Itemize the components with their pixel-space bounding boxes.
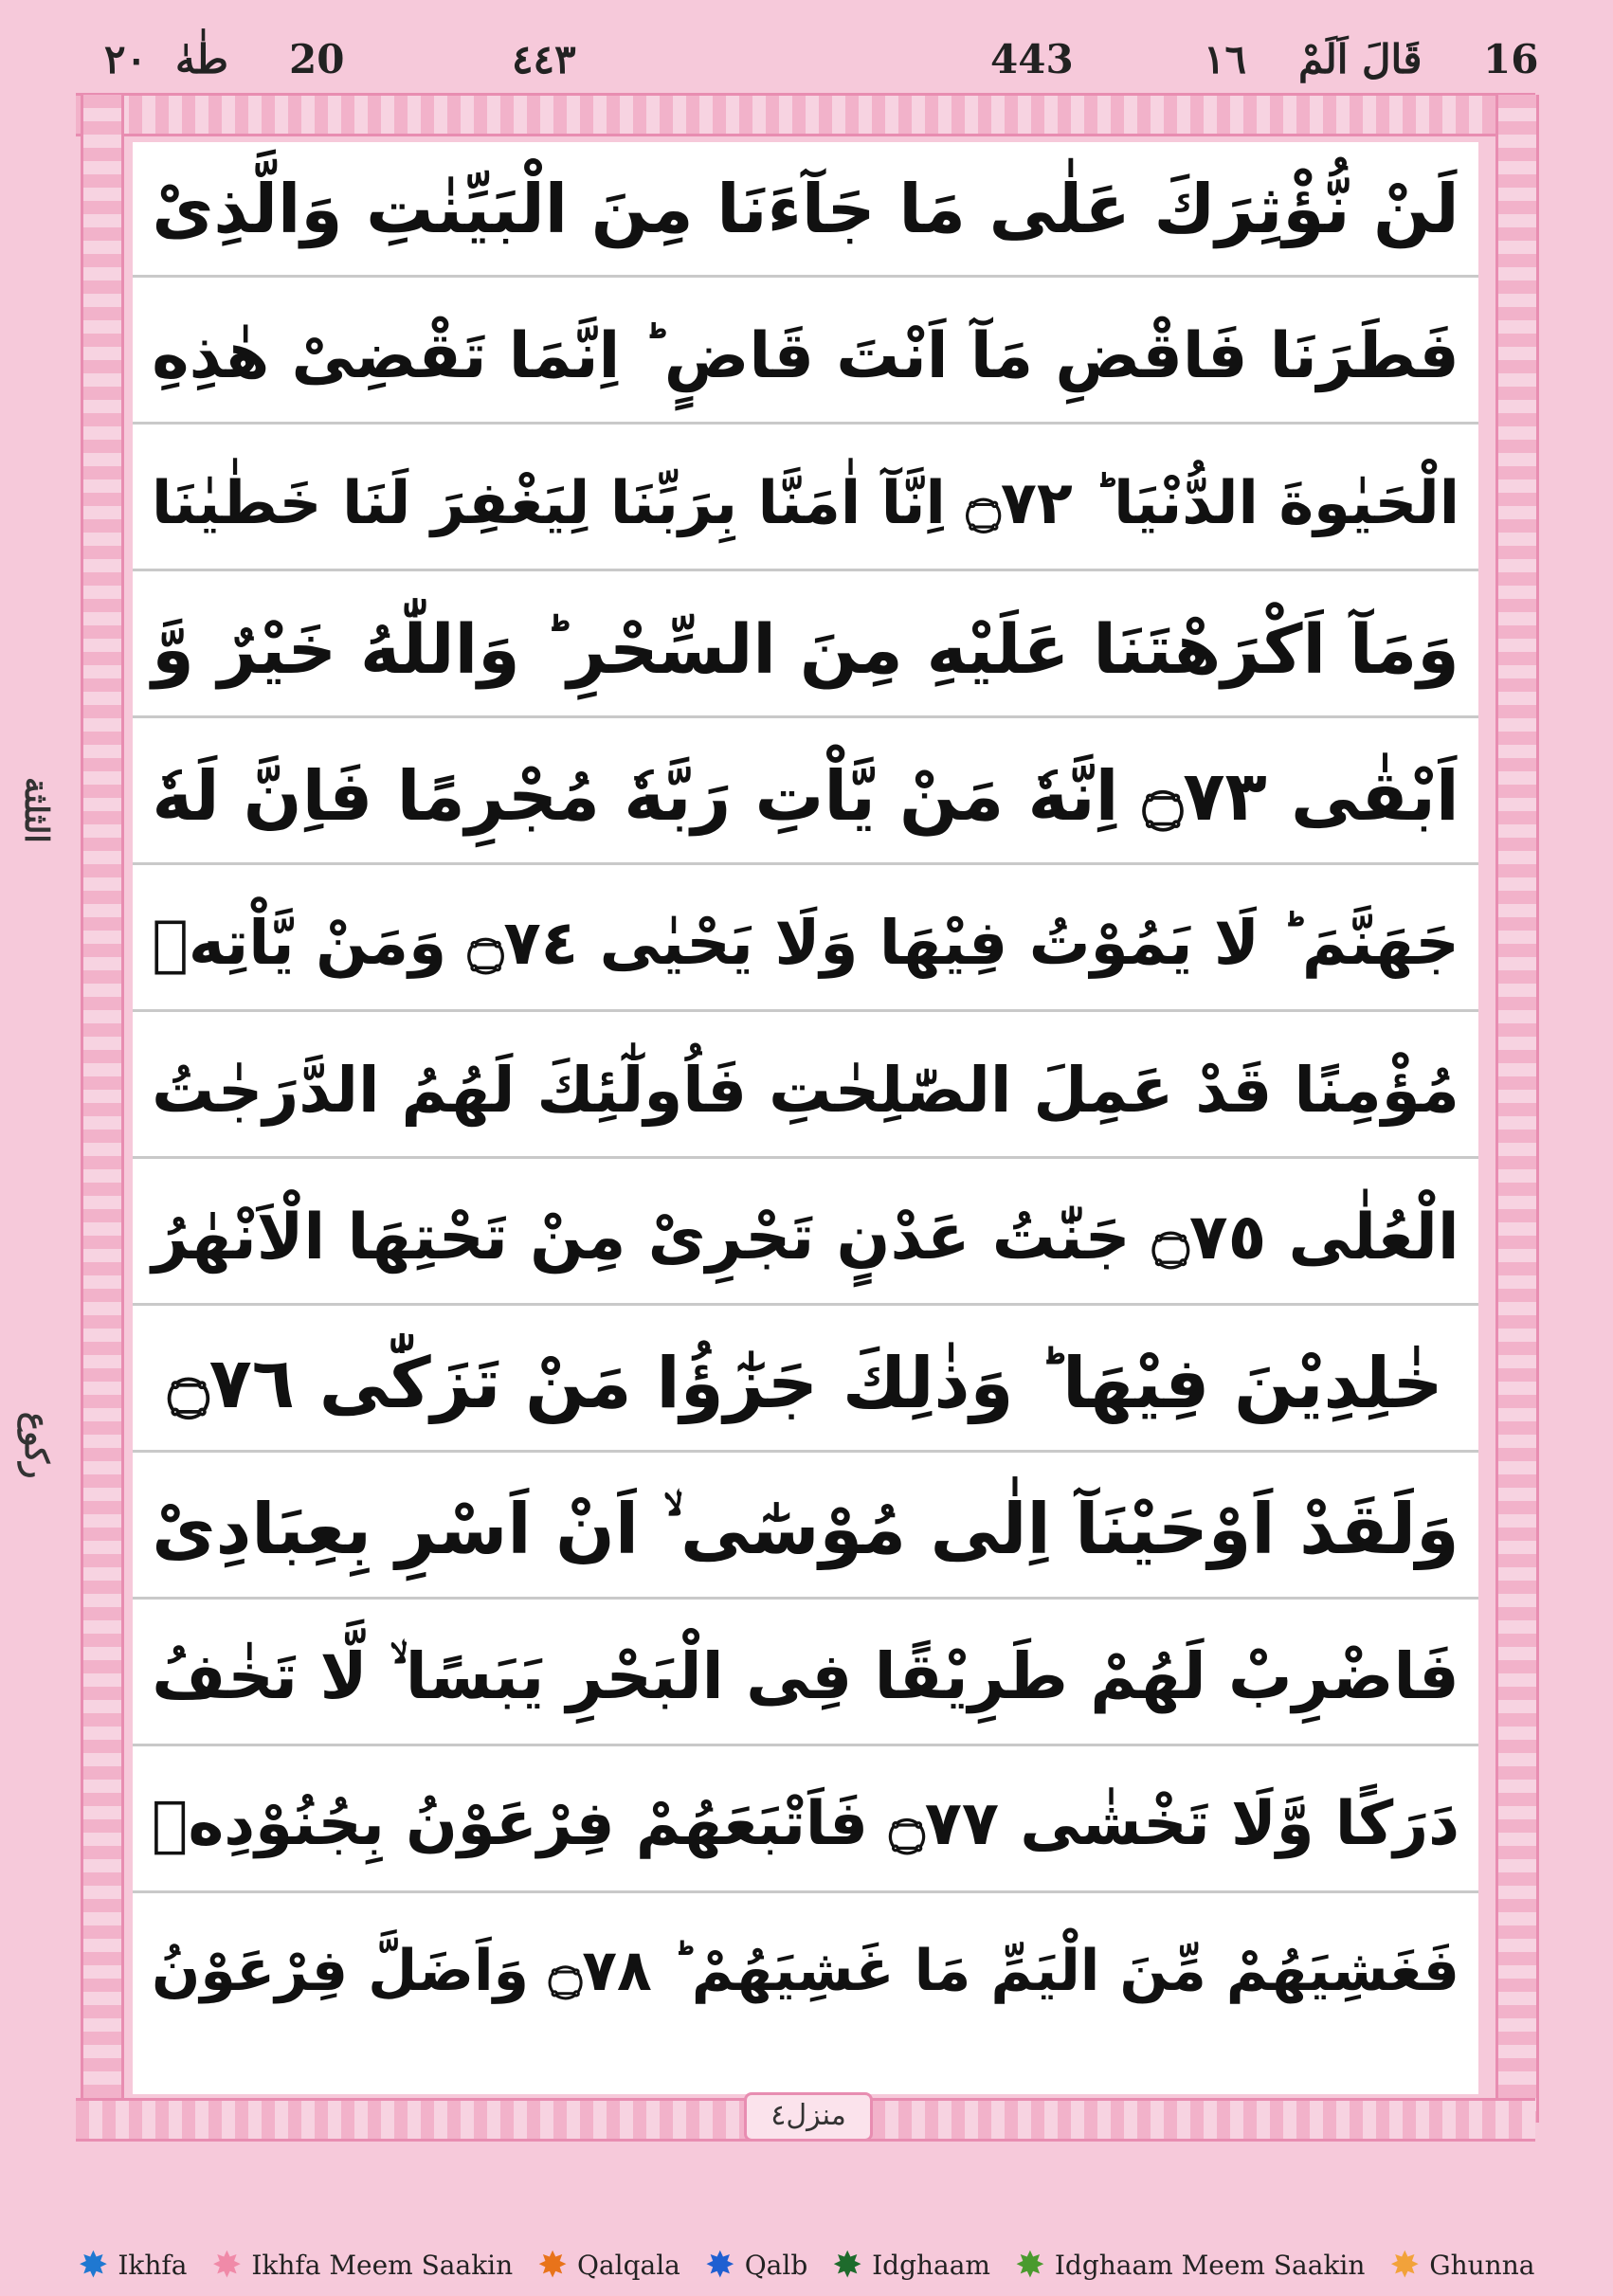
verse-line [133, 877, 1478, 1012]
legend-label: Idghaam [872, 2249, 990, 2281]
line-text: دَرَكًا وَّلَا تَخْشٰى ۝٧٧ فَاَتْبَعَهُمْ فِرْعَوْنُ بِجُنُوْدِهٖ [151, 1789, 1460, 1859]
line-text: لَنْ نُّؤْثِرَكَ عَلٰى مَا جَآءَنَا مِنَ الْبَيِّنٰتِ وَالَّذِىْ [152, 169, 1459, 248]
verse-line [133, 436, 1478, 571]
manzil-label: منزل٤ [744, 2092, 873, 2142]
line-text: مُؤْمِنًا قَدْ عَمِلَ الصّٰلِحٰتِ فَاُولٰٓئِكَ لَهُمُ الدَّرَجٰتُ [152, 1053, 1459, 1127]
verse-line [133, 1464, 1478, 1600]
para-number: 16 [1483, 36, 1539, 82]
verse-line [133, 583, 1478, 718]
verse-line [133, 289, 1478, 425]
verse-line [133, 1317, 1478, 1453]
juz-label-arabic: ٢٠ [104, 36, 148, 82]
verse-line [133, 142, 1478, 278]
star-icon: ✸ [537, 2244, 568, 2286]
para-name: قَالَ اَلَمْ [1298, 36, 1423, 82]
ornament-top-border [76, 93, 1535, 136]
quran-text-area [133, 142, 1478, 2094]
surah-name: طٰهٰ [175, 36, 228, 82]
para-number-arabic: ١٦ [1204, 36, 1247, 82]
line-text: اَبْقٰى ۝٧٣ اِنَّهٗ مَنْ يَّاْتِ رَبَّهٗ مُجْرِمًا فَاِنَّ لَهٗ [152, 756, 1459, 837]
surah-number: 20 [289, 36, 345, 82]
legend-item-ghunna [1389, 2244, 1535, 2286]
star-icon: ✸ [1389, 2244, 1421, 2286]
star-icon: ✸ [78, 2244, 109, 2286]
verse-line [133, 1023, 1478, 1159]
page-number: 443 [990, 36, 1074, 82]
line-text: وَلَقَدْ اَوْحَيْنَآ اِلٰى مُوْسٰٓى ۙ اَنْ اَسْرِ بِعِبَادِىْ [152, 1490, 1459, 1570]
side-label-thulth: الثلثة [17, 777, 55, 843]
line-text: فَطَرَنَا فَاقْضِ مَآ اَنْتَ قَاضٍ ؕ اِنَّمَا تَقْضِىْ هٰذِهِ [152, 318, 1459, 392]
line-text: جَهَنَّمَ ؕ لَا يَمُوْتُ فِيْهَا وَلَا يَحْيٰى ۝٧٤ وَمَنْ يَّاْتِهٖ [152, 907, 1459, 979]
page-number-arabic: ٤٤٣ [512, 36, 576, 82]
line-text: فَاضْرِبْ لَهُمْ طَرِيْقًا فِى الْبَحْرِ يَبَسًا ۙ لَّا تَخٰفُ [152, 1639, 1459, 1713]
legend-item-qalqala [537, 2244, 680, 2286]
legend-label: Ikhfa Meem Saakin [251, 2249, 514, 2281]
legend-label: Ghunna [1429, 2249, 1535, 2281]
legend-label: Idghaam Meem Saakin [1054, 2249, 1366, 2281]
side-label-ruku: ركوع [17, 1412, 55, 1479]
legend-item-qalb [704, 2244, 808, 2286]
line-text: وَمَآ اَكْرَهْتَنَا عَلَيْهِ مِنَ السِّحْرِ ؕ وَاللّٰهُ خَيْرٌ وَّ [152, 609, 1459, 689]
verse-line [133, 730, 1478, 865]
verse-line [133, 1758, 1478, 1893]
star-icon: ✸ [211, 2244, 243, 2286]
legend-item-ikhfa-meem-saakin [211, 2244, 514, 2286]
line-text: الْحَيٰوةَ الدُّنْيَا ؕ ۝٧٢ اِنَّآ اٰمَنَّا بِرَبِّنَا لِيَغْفِرَ لَنَا خَطٰيٰنَا [151, 467, 1460, 537]
legend-label: Qalb [744, 2249, 808, 2281]
star-icon: ✸ [704, 2244, 735, 2286]
verse-line [133, 1611, 1478, 1746]
verse-line [133, 1905, 1478, 2037]
legend-label: Qalqala [577, 2249, 680, 2281]
legend-label: Ikhfa [118, 2249, 188, 2281]
page-header [0, 0, 1613, 95]
legend-item-ikhfa [78, 2244, 188, 2286]
star-icon: ✸ [832, 2244, 863, 2286]
line-text: الْعُلٰى ۝٧٥ جَنّٰتُ عَدْنٍ تَجْرِىْ مِنْ تَحْتِهَا الْاَنْهٰرُ [152, 1200, 1459, 1274]
star-icon: ✸ [1014, 2244, 1045, 2286]
line-text: خٰلِدِيْنَ فِيْهَا ؕ وَذٰلِكَ جَزٰٓؤُا مَنْ تَزَكّٰى ۝٧٦ [168, 1343, 1443, 1424]
verse-line [133, 1170, 1478, 1306]
tajweed-legend [0, 2236, 1613, 2293]
legend-item-idghaam-meem-saakin [1014, 2244, 1366, 2286]
legend-item-idghaam [832, 2244, 990, 2286]
ornament-right-border [1495, 95, 1539, 2123]
line-text: فَغَشِيَهُمْ مِّنَ الْيَمِّ مَا غَشِيَهُمْ ؕ ۝٧٨ وَاَضَلَّ فِرْعَوْنُ [152, 1938, 1460, 2004]
ornament-left-border [81, 95, 124, 2123]
